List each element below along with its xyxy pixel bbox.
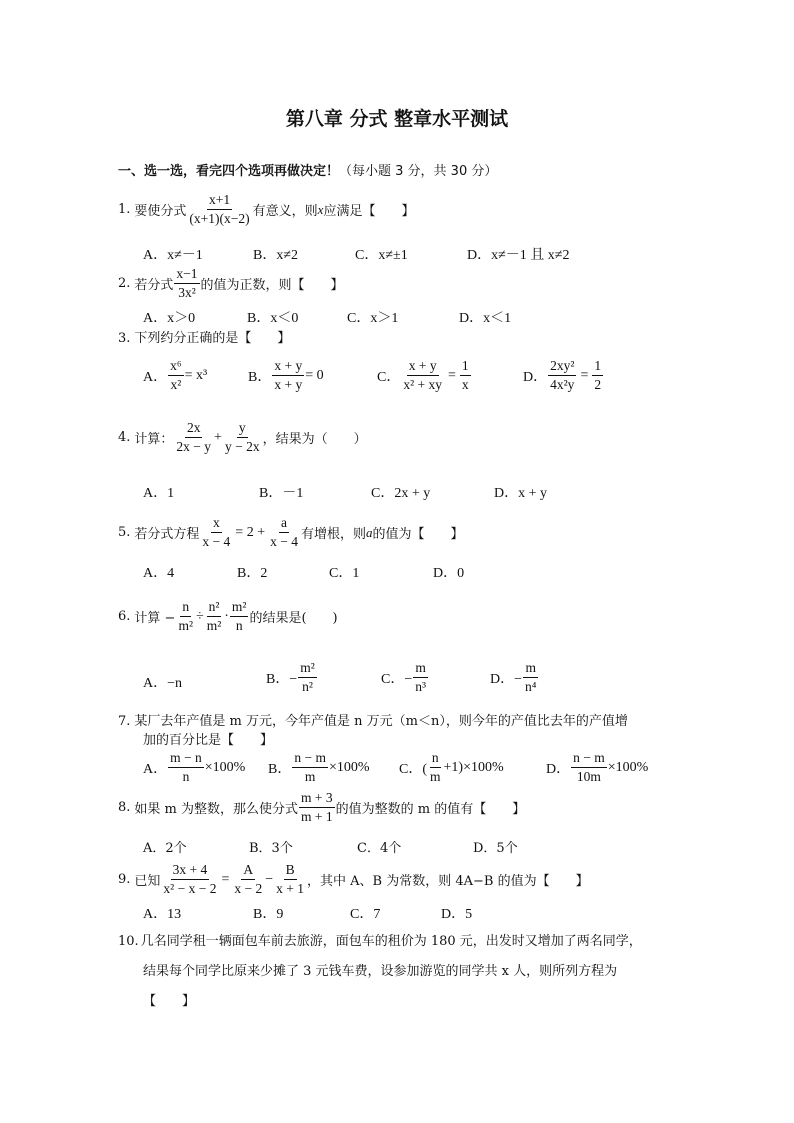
q3-a-num: x⁶ [168, 358, 183, 376]
q7-c-tail: +1)×100% [443, 759, 504, 775]
q6-divide: ÷ [196, 608, 204, 624]
q4-text-a: 计算： [134, 432, 174, 447]
q6-text-a: 计算 − [134, 611, 176, 626]
q6-option-a[interactable]: A．−n [143, 676, 183, 691]
q3-b-label: B． [248, 369, 272, 385]
q3-option-d[interactable] [523, 358, 604, 393]
q5-f2-num: a [279, 515, 289, 533]
q3-c-num: x + y [407, 358, 439, 376]
q5-text-a: 若分式方程 [134, 527, 200, 542]
q7-a-label: A． [143, 761, 168, 777]
q6-fraction-3 [230, 599, 249, 634]
q6-option-b[interactable] [266, 660, 318, 695]
q3-b-rhs: = 0 [305, 367, 324, 383]
q1-numerator: x+1 [207, 192, 232, 210]
q5-f1-den: x − 4 [202, 534, 231, 549]
q6-c-label: C．− [381, 671, 413, 687]
q3-a-rhs: = x³ [184, 367, 208, 383]
section-heading [118, 160, 497, 179]
q4-plus: + [214, 429, 222, 445]
q5-option-b[interactable]: B．2 [237, 566, 268, 581]
q3-a-label: A． [143, 369, 168, 385]
q4-option-c[interactable]: C．2x + y [371, 486, 431, 501]
q8-option-b[interactable]: B．3个 [249, 841, 293, 856]
q1-option-d[interactable]: D．x≠－1 且 x≠2 [467, 248, 570, 263]
q9-minus: − [265, 871, 274, 887]
q6-f3-num: m² [230, 599, 249, 617]
q3-option-a[interactable] [143, 358, 207, 393]
q6-c-num: m [413, 660, 428, 678]
q3-c-rhs-den: x [461, 377, 469, 392]
q7-a-num: m − n [168, 750, 204, 768]
q8-option-c[interactable]: C．4个 [357, 841, 402, 856]
q4-text-b: ，结果为（ ） [262, 432, 367, 447]
q7-option-b[interactable] [268, 750, 370, 785]
q9-f2-num: A [241, 862, 255, 880]
q6-f2-den: m² [206, 618, 222, 633]
q1-option-a[interactable]: A．x≠－1 [143, 248, 203, 263]
q5-fraction-1 [200, 515, 232, 550]
q7-d-den: 10m [576, 769, 601, 784]
q1-number: 1. [118, 202, 131, 217]
question-10 [118, 930, 642, 949]
q10-number: 10. [118, 934, 139, 949]
q9-equals: = [221, 871, 230, 887]
q3-c-equals: = [448, 367, 456, 383]
question-5 [118, 515, 464, 550]
question-2 [118, 266, 344, 301]
q7-number: 7. [118, 714, 131, 729]
q3-d-fraction [548, 358, 576, 393]
q6-b-num: m² [298, 660, 317, 678]
q9-f1-den: x² − x − 2 [163, 881, 217, 896]
q5-fraction-2 [268, 515, 300, 550]
q8-text-a: 如果 m 为整数，那么使分式 [134, 802, 298, 817]
q8-numerator: m + 3 [299, 790, 335, 808]
q6-c-den: n³ [415, 679, 427, 694]
q3-d-num: 2xy² [548, 358, 576, 376]
question-8 [118, 790, 525, 825]
q2-text-b: 的值为正数，则【 】 [200, 278, 344, 293]
q1-text-a: 要使分式 [134, 204, 187, 219]
q3-d-rhs-den: 2 [594, 377, 602, 392]
q7-a-den: n [182, 769, 190, 784]
q9-option-d[interactable]: D．5 [441, 907, 473, 922]
q7-line-2: 加的百分比是【 】 [143, 733, 274, 748]
q6-number: 6. [118, 609, 131, 624]
q7-c-num: n [430, 750, 441, 768]
q2-option-d[interactable]: D．x＜1 [459, 311, 512, 326]
q2-number: 2. [118, 276, 131, 291]
q9-option-c[interactable]: C．7 [350, 907, 381, 922]
q6-f3-den: n [235, 618, 243, 633]
q5-text-b: 有增根，则 [300, 527, 366, 542]
q6-b-label: B．− [266, 671, 298, 687]
q9-text-b: ，其中 A、B 为常数，则 4A−B 的值为【 】 [307, 874, 589, 889]
q6-fraction-2 [205, 599, 224, 634]
q2-text-a: 若分式 [134, 278, 174, 293]
section-heading-text: 一、选一选，看完四个选项再做决定！ [118, 164, 340, 179]
q7-b-den: m [304, 769, 316, 784]
q5-number: 5. [118, 525, 131, 540]
q5-option-d[interactable]: D．0 [433, 566, 465, 581]
q3-d-label: D． [523, 369, 548, 385]
question-6 [118, 599, 338, 634]
q2-option-c[interactable]: C．x＞1 [347, 311, 399, 326]
q8-number: 8. [118, 800, 131, 815]
q4-f1-den: 2x − y [176, 439, 212, 454]
q5-text-c: 的值为【 】 [372, 527, 464, 542]
q6-b-den: n² [302, 679, 313, 694]
question-9 [118, 862, 589, 897]
q9-number: 9. [118, 872, 131, 887]
q7-c-label: C．( [399, 761, 427, 777]
q7-b-num: n − m [292, 750, 328, 768]
q6-f2-num: n² [207, 599, 222, 617]
q1-var: x [317, 201, 324, 217]
q6-fraction-1 [176, 599, 195, 634]
q8-option-d[interactable]: D．5个 [473, 841, 518, 856]
q3-b-fraction [272, 358, 304, 393]
q9-option-a[interactable]: A．13 [143, 907, 182, 922]
q1-option-c[interactable]: C．x≠±1 [355, 248, 408, 263]
q9-f3-den: x + 1 [276, 881, 305, 896]
q4-number: 4. [118, 430, 131, 445]
q7-option-a[interactable] [143, 750, 245, 785]
q8-denominator: m + 1 [301, 809, 333, 824]
q5-f2-den: x − 4 [270, 534, 298, 549]
q9-option-b[interactable]: B．9 [253, 907, 284, 922]
q2-numerator: x−1 [174, 266, 199, 284]
q1-option-b[interactable]: B．x≠2 [253, 248, 299, 263]
q5-mid: = 2 + [235, 524, 266, 540]
q7-d-tail: ×100% [607, 759, 649, 775]
q6-text-b: 的结果是( ) [249, 611, 338, 626]
q9-text-a: 已知 [134, 874, 161, 889]
q4-f1-num: 2x [185, 420, 203, 438]
q4-fraction-2 [223, 420, 262, 455]
q6-d-fraction [523, 660, 538, 695]
q7-option-c[interactable] [399, 750, 504, 785]
q7-b-label: B． [268, 761, 292, 777]
q3-d-equals: = [580, 367, 589, 383]
q7-line-1: 某厂去年产值是 m 万元，今年产值是 n 万元（m＜n），则今年的产值比去年的产值增 [134, 714, 628, 729]
q1-denominator: (x+1)(x−2) [189, 211, 250, 226]
q7-option-d[interactable] [546, 750, 648, 785]
q7-a-tail: ×100% [204, 759, 246, 775]
q3-d-rhs-num: 1 [592, 358, 603, 376]
q3-c-den: x² + xy [403, 377, 443, 392]
q4-f2-den: y − 2x [224, 439, 260, 454]
q3-c-label: C． [377, 369, 401, 385]
q9-fraction-2 [232, 862, 264, 897]
q9-f2-den: x − 2 [234, 881, 263, 896]
q2-option-a[interactable]: A．x＞0 [143, 311, 196, 326]
q4-option-b[interactable]: B．－1 [259, 486, 304, 501]
q5-option-c[interactable]: C．1 [329, 566, 360, 581]
question-3 [118, 327, 290, 346]
q3-b-num: x + y [272, 358, 304, 376]
q6-d-label: D．− [490, 671, 523, 687]
q3-c-fraction [401, 358, 444, 393]
q7-d-num: n − m [571, 750, 607, 768]
q3-a-den: x² [170, 377, 182, 392]
q3-a-fraction [168, 358, 183, 393]
question-7 [118, 710, 628, 729]
q3-text: 下列约分正确的是【 】 [134, 331, 291, 346]
q10-line-2: 结果每个同学比原来少摊了 3 元钱车费，设参加游览的同学共 x 人，则所列方程为 [143, 964, 618, 979]
q2-fraction [174, 266, 199, 301]
q3-c-rhs-num: 1 [460, 358, 471, 376]
q7-c-den: m [430, 769, 441, 784]
q6-f1-den: m² [178, 618, 193, 633]
q5-var: a [365, 524, 373, 540]
q4-fraction-1 [174, 420, 213, 455]
q3-d-rhs-fraction [592, 358, 603, 393]
q3-option-b[interactable] [248, 358, 324, 393]
q1-fraction [187, 192, 251, 227]
q6-f1-num: n [180, 599, 191, 617]
q6-b-fraction [298, 660, 317, 695]
q9-f1-num: 3x + 4 [171, 862, 210, 880]
q3-number: 3. [118, 331, 131, 346]
q7-a-fraction [168, 750, 204, 785]
q7-d-fraction [571, 750, 607, 785]
q6-d-den: n⁴ [525, 679, 537, 694]
q6-d-num: m [523, 660, 538, 678]
q6-c-fraction [413, 660, 428, 695]
q1-text-c: 应满足【 】 [323, 204, 415, 219]
q6-dot: · [224, 608, 229, 624]
q8-text-b: 的值为整数的 m 的值有【 】 [335, 802, 526, 817]
q7-d-label: D． [546, 761, 571, 777]
q10-line-3: 【 】 [143, 994, 196, 1009]
q4-option-d[interactable]: D．x + y [494, 486, 548, 501]
q4-f2-num: y [237, 420, 248, 438]
q2-denominator: 3x² [178, 285, 196, 300]
q9-f3-num: B [284, 862, 297, 880]
q5-f1-num: x [211, 515, 222, 533]
section-score-note: （每小题 3 分，共 30 分） [339, 164, 498, 179]
q5-option-a[interactable]: A．4 [143, 566, 175, 581]
q3-c-rhs-fraction [460, 358, 471, 393]
q6-option-c[interactable] [381, 660, 429, 695]
q7-c-fraction [428, 750, 443, 785]
q6-option-d[interactable] [490, 660, 539, 695]
q4-option-a[interactable]: A．1 [143, 486, 175, 501]
q9-fraction-3 [274, 862, 306, 897]
q1-text-b: 有意义，则 [252, 204, 318, 219]
question-4 [118, 420, 367, 455]
q8-fraction [299, 790, 335, 825]
q3-d-den: 4x²y [550, 377, 575, 392]
q7-b-tail: ×100% [328, 759, 370, 775]
q7-b-fraction [292, 750, 328, 785]
q3-b-den: x + y [274, 377, 303, 392]
q2-option-b[interactable]: B．x＜0 [247, 311, 299, 326]
q9-fraction-1 [161, 862, 218, 897]
q10-line-1: 几名同学租一辆面包车前去旅游，面包车的租价为 180 元，出发时又增加了两名同学， [140, 934, 642, 949]
page-title: 第八章 分式 整章水平测试 [285, 108, 509, 130]
question-1 [118, 192, 414, 227]
q3-option-c[interactable] [377, 358, 472, 393]
q8-option-a[interactable]: A．2个 [143, 841, 187, 856]
